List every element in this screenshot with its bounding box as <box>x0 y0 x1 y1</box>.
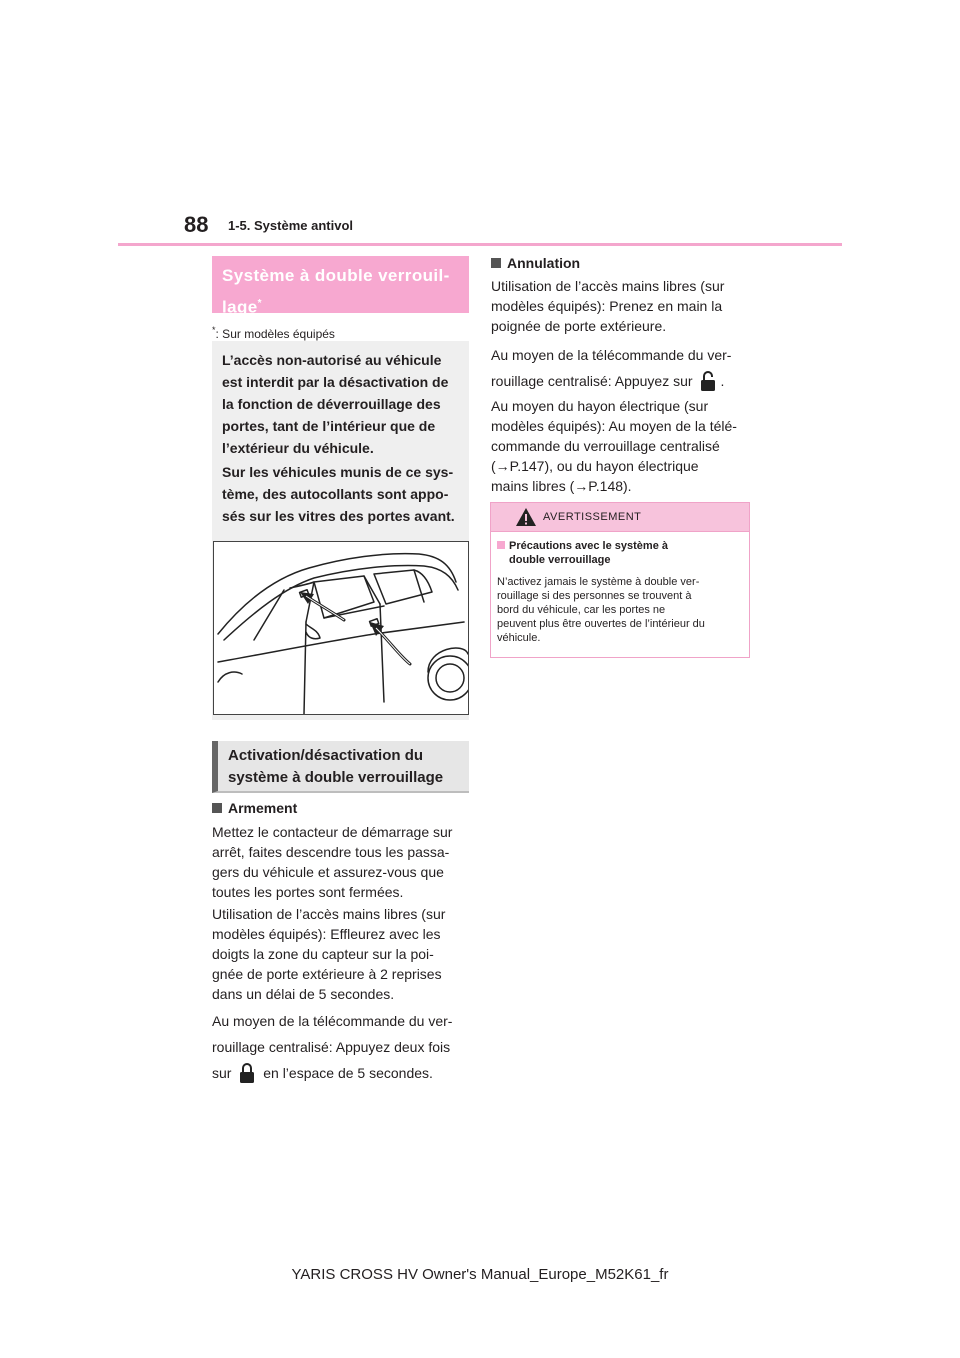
armement-p3 <box>212 1008 474 1086</box>
body-line: modèles équipés): Effleurez avec les <box>212 926 441 942</box>
title-marker: * <box>257 298 262 309</box>
page-number: 88 <box>184 212 209 237</box>
armement-p1 <box>212 822 474 902</box>
armement-heading-text: Armement <box>228 800 298 816</box>
intro-line: portes, tant de l’intérieur que de <box>222 418 436 434</box>
annulation-p2 <box>491 342 753 394</box>
body-line: arrêt, faites descendre tous les passa- <box>212 844 450 860</box>
body-line: doigts la zone du capteur sur la poi- <box>212 946 434 962</box>
car-illustration <box>213 541 469 715</box>
subsection-line-1: Activation/désactivation du <box>228 747 424 764</box>
annulation-heading-text: Annulation <box>507 255 581 271</box>
footnote <box>212 325 335 341</box>
footer-text: YARIS CROSS HV Owner's Manual_Europe_M52K61_fr <box>291 1266 669 1283</box>
body-line: rouillage centralisé: Appuyez sur <box>491 373 693 389</box>
body-line: toutes les portes sont fermées. <box>212 884 404 900</box>
armement-p2 <box>212 904 474 1004</box>
bullet-square-icon <box>497 541 505 549</box>
warning-line: rouillage si des personnes se trouvent à <box>497 590 692 602</box>
intro-line: est interdit par la désactivation de <box>222 374 449 390</box>
body-line: gnée de porte extérieure à 2 reprises <box>212 966 442 982</box>
intro-line: la fonction de déverrouillage des <box>222 396 441 412</box>
intro-line: L’accès non-autorisé au véhicule <box>222 352 442 368</box>
car-drawing <box>214 542 468 714</box>
intro-p2 <box>222 461 467 527</box>
body-line: dans un délai de 5 secondes. <box>212 986 395 1002</box>
warning-label: AVERTISSEMENT <box>543 511 642 523</box>
section-title: 1-5. Système antivol <box>228 218 353 233</box>
body-line: rouillage centralisé: Appuyez deux fois <box>212 1039 451 1055</box>
intro-p1 <box>222 349 467 459</box>
body-line: poignée de porte extérieure. <box>491 318 667 334</box>
warning-sub-line: Précautions avec le système à <box>509 540 668 552</box>
intro-line: tème, des autocollants sont appo- <box>222 486 449 502</box>
armement-heading <box>212 800 297 816</box>
body-line: Au moyen de la télécommande du ver- <box>212 1013 453 1029</box>
body-line: modèles équipés): Prenez en main la <box>491 298 723 314</box>
bullet-square-icon <box>212 803 222 813</box>
annulation-p1 <box>491 276 753 336</box>
warning-line: peuvent plus être ouvertes de l’intérieur du <box>497 618 705 630</box>
body-line: Au moyen de la télécommande du ver- <box>491 347 732 363</box>
warning-line: bord du véhicule, car les portes ne <box>497 604 666 616</box>
body-line: . <box>720 373 725 389</box>
unlock-icon <box>700 370 716 392</box>
footnote-marker: * <box>212 325 216 335</box>
body-line: commande du verrouillage centralisé <box>491 438 720 454</box>
annulation-heading <box>491 255 580 271</box>
intro-line: Sur les véhicules munis de ce sys- <box>222 464 454 480</box>
title-line-2: lage <box>222 297 258 317</box>
lock-icon <box>239 1062 255 1084</box>
warning-line: N’activez jamais le système à double ver- <box>497 576 700 588</box>
footnote-text: : Sur modèles équipés <box>215 327 335 341</box>
figure-box <box>212 537 469 720</box>
warning-line: véhicule. <box>497 632 541 644</box>
annulation-p3 <box>491 396 753 496</box>
body-line: en l’espace de 5 secondes. <box>263 1065 433 1081</box>
subsection-box <box>212 741 469 793</box>
intro-box <box>212 341 469 537</box>
body-line: gers du véhicule et assurez-vous que <box>212 864 444 880</box>
warning-header <box>491 503 749 532</box>
warning-text <box>497 575 742 645</box>
warning-subheading <box>497 539 742 567</box>
warning-sub-line: double verrouillage <box>509 554 611 566</box>
warning-triangle-icon <box>515 507 537 527</box>
bullet-square-icon <box>491 258 501 268</box>
title-line-1: Système à double verrouil- <box>222 266 450 285</box>
title-box <box>212 256 469 317</box>
body-line: Au moyen du hayon électrique (sur <box>491 398 709 414</box>
body-line: modèles équipés): Au moyen de la télé- <box>491 418 737 434</box>
body-line: sur <box>212 1065 232 1081</box>
header-rule <box>118 243 842 246</box>
subsection-title <box>228 745 443 789</box>
body-line: mains libres (→P.148). <box>491 478 632 494</box>
intro-line: l’extérieur du véhicule. <box>222 440 374 456</box>
intro-line: sés sur les vitres des portes avant. <box>222 508 455 524</box>
title-text <box>222 262 450 322</box>
warning-box <box>490 502 750 658</box>
body-line: Utilisation de l’accès mains libres (sur <box>212 906 446 922</box>
body-line: Mettez le contacteur de démarrage sur <box>212 824 453 840</box>
body-line: Utilisation de l’accès mains libres (sur <box>491 278 725 294</box>
subsection-line-2: système à double verrouillage <box>228 769 444 786</box>
body-line: (→P.147), ou du hayon électrique <box>491 458 699 474</box>
